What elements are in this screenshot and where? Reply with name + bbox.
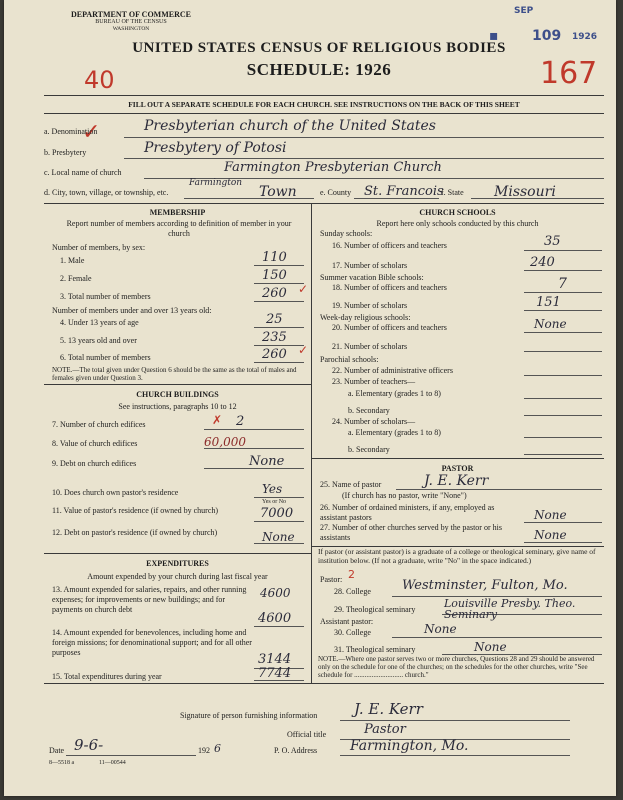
q14-label: 14. Amount expended for benevolences, including home and foreign missions; for denominational support; and for all other purposes bbox=[52, 628, 252, 657]
official-title-value: Pastor bbox=[364, 722, 406, 737]
q25-value: J. E. Kerr bbox=[424, 473, 489, 489]
q30-value: None bbox=[424, 622, 457, 636]
fill-line bbox=[524, 332, 602, 333]
sunday-label: Sunday schools: bbox=[320, 229, 373, 238]
denomination-label: a. Denomination bbox=[44, 127, 98, 136]
fill-line bbox=[524, 250, 602, 251]
q2-label: 2. Female bbox=[60, 274, 92, 283]
q9-label: 9. Debt on church edifices bbox=[52, 459, 137, 468]
red-check-icon: ✓ bbox=[298, 282, 309, 296]
q4-label: 4. Under 13 years of age bbox=[60, 318, 139, 327]
weekday-label: Week-day religious schools: bbox=[320, 313, 411, 322]
q13-label: 13. Amount expended for salaries, repairs, and other running expenses; for improvements or new buildings; and for payments on church debt bbox=[52, 585, 247, 614]
local-name-label: c. Local name of church bbox=[44, 168, 122, 177]
fill-line bbox=[254, 327, 304, 328]
divider bbox=[44, 683, 604, 684]
q16-label: 16. Number of officers and teachers bbox=[332, 241, 447, 250]
q12-value: None bbox=[262, 530, 295, 544]
department-label: DEPARTMENT OF COMMERCE bbox=[70, 10, 191, 19]
q7-value: 2 bbox=[236, 414, 245, 429]
pastor-label: Pastor: bbox=[320, 575, 343, 584]
county-label: e. County bbox=[320, 188, 352, 197]
by-sex-label: Number of members, by sex: bbox=[52, 243, 146, 252]
fill-line bbox=[254, 265, 304, 266]
membership-heading: MEMBERSHIP bbox=[149, 208, 206, 217]
q31-value: None bbox=[474, 640, 507, 654]
fill-line bbox=[254, 283, 304, 284]
divider bbox=[44, 113, 604, 114]
city-town-label: d. City, town, village, or township, etc. bbox=[44, 188, 169, 197]
pastor-heading: PASTOR bbox=[441, 464, 474, 473]
q12-label: 12. Debt on pastor's residence (if owned by church) bbox=[52, 528, 218, 537]
city-label: WASHINGTON bbox=[112, 26, 150, 32]
year-value: 6 bbox=[214, 742, 221, 755]
date-label: Date bbox=[49, 746, 65, 755]
q15-label: 15. Total expenditures during year bbox=[52, 672, 162, 681]
q25-label: 25. Name of pastor bbox=[320, 480, 382, 489]
divider bbox=[44, 203, 604, 204]
year-prefix: 192 bbox=[198, 746, 210, 755]
q6-value: 260 bbox=[262, 347, 287, 362]
q1-label: 1. Male bbox=[60, 256, 85, 265]
membership-note: NOTE.—The total given under Question 6 should be the same as the total of males and females given under Question 3. bbox=[52, 366, 297, 382]
q29-label: 29. Theological seminary bbox=[334, 605, 416, 614]
q5-value: 235 bbox=[262, 330, 287, 345]
q2-value: 150 bbox=[262, 268, 287, 283]
city-town-value: Town bbox=[259, 184, 297, 200]
fill-line bbox=[340, 720, 570, 721]
stamp-month: SEP bbox=[514, 6, 534, 16]
q27-value: None bbox=[534, 528, 567, 542]
fill-line bbox=[254, 301, 304, 302]
summer-label: Summer vacation Bible schools: bbox=[320, 273, 424, 282]
q19-value: 151 bbox=[536, 295, 561, 310]
q29-value: Louisville Presby. Theo. Seminary bbox=[444, 597, 576, 621]
graduate-instruction: If pastor (or assistant pastor) is a graduate of a college or theological seminary, give name of institution below. (If not a graduate, write "No" in the space indicated.) bbox=[318, 547, 596, 565]
red-annotation-2: 2 bbox=[348, 568, 355, 581]
fill-line bbox=[254, 345, 304, 346]
red-check-icon: ✓ bbox=[298, 343, 309, 357]
age-intro-label: Number of members under and over 13 years old: bbox=[52, 306, 212, 315]
expenditures-subheading: Amount expended by your church during last fiscal year bbox=[87, 572, 268, 581]
fill-line bbox=[66, 755, 196, 756]
fill-line bbox=[524, 437, 602, 438]
fill-line bbox=[524, 292, 602, 293]
q7-label: 7. Number of church edifices bbox=[52, 420, 146, 429]
q15-value: 7744 bbox=[258, 666, 292, 681]
q23-label: 23. Number of teachers— bbox=[332, 377, 416, 386]
q27-label: 27. Number of other churches served by the pastor or his assistants bbox=[320, 523, 502, 542]
print-code-2: 11—00544 bbox=[99, 760, 126, 766]
fill-line bbox=[524, 270, 602, 271]
divider bbox=[44, 384, 311, 385]
signature-value: J. E. Kerr bbox=[354, 700, 423, 718]
q3-value: 260 bbox=[262, 286, 287, 301]
stamp-year: 1926 bbox=[572, 32, 598, 42]
q24-label: 24. Number of scholars— bbox=[332, 417, 416, 426]
fill-line bbox=[524, 542, 602, 543]
parochial-label: Parochial schools: bbox=[320, 355, 379, 364]
red-annotation-left: 40 bbox=[84, 66, 115, 94]
q17-label: 17. Number of scholars bbox=[332, 261, 408, 270]
q26-value: None bbox=[534, 508, 567, 522]
stamp-number: 109 bbox=[532, 28, 562, 44]
signature-label: Signature of person furnishing information bbox=[180, 711, 318, 720]
buildings-heading: CHURCH BUILDINGS bbox=[136, 390, 219, 399]
assistant-pastor-label: Assistant pastor: bbox=[320, 617, 374, 626]
presbytery-label: b. Presbytery bbox=[44, 148, 87, 157]
presbytery-value: Presbytery of Potosi bbox=[144, 140, 287, 156]
fill-line bbox=[254, 521, 304, 522]
q21-label: 21. Number of scholars bbox=[332, 342, 408, 351]
q28-label: 28. College bbox=[334, 587, 371, 596]
q31-label: 31. Theological seminary bbox=[334, 645, 416, 654]
official-title-label: Official title bbox=[287, 730, 327, 739]
state-label: f. State bbox=[441, 188, 464, 197]
q8-value: 60,000 bbox=[204, 435, 246, 449]
q23b-label: b. Secondary bbox=[348, 406, 390, 415]
q1-value: 110 bbox=[262, 250, 287, 265]
q28-value: Westminster, Fulton, Mo. bbox=[402, 578, 568, 593]
divider bbox=[311, 458, 604, 459]
fill-line bbox=[254, 497, 304, 498]
q10-label: 10. Does church own pastor's residence bbox=[52, 488, 179, 497]
fill-line bbox=[524, 375, 602, 376]
q30-label: 30. College bbox=[334, 628, 371, 637]
print-code: 8—5518 a bbox=[49, 760, 75, 766]
q4-value: 25 bbox=[266, 312, 283, 327]
q20-value: None bbox=[534, 317, 567, 331]
q25-hint: (If church has no pastor, write "None") bbox=[342, 491, 467, 500]
form-title: UNITED STATES CENSUS OF RELIGIOUS BODIES bbox=[132, 40, 506, 56]
fill-line bbox=[524, 415, 602, 416]
fill-line bbox=[204, 429, 304, 430]
expenditures-heading: EXPENDITURES bbox=[146, 559, 209, 568]
q8-label: 8. Value of church edifices bbox=[52, 439, 138, 448]
q10-value: Yes bbox=[262, 482, 283, 496]
stamp-square-icon: ▪ bbox=[489, 28, 499, 44]
column-divider bbox=[311, 203, 312, 683]
q18-value: 7 bbox=[558, 276, 567, 292]
fill-line bbox=[254, 362, 304, 363]
red-annotation-right: 167 bbox=[540, 56, 598, 91]
q18-label: 18. Number of officers and teachers bbox=[332, 283, 447, 292]
fill-line bbox=[340, 755, 570, 756]
q5-label: 5. 13 years old and over bbox=[60, 336, 137, 345]
q9-value: None bbox=[249, 454, 285, 469]
q3-label: 3. Total number of members bbox=[60, 292, 151, 301]
schedule-title: SCHEDULE: 1926 bbox=[246, 60, 392, 79]
fill-line bbox=[524, 522, 602, 523]
city-town-note: Farmington bbox=[189, 178, 243, 188]
q16-value: 35 bbox=[544, 234, 561, 249]
divider bbox=[44, 553, 311, 554]
fill-line bbox=[124, 158, 604, 159]
date-value: 9-6- bbox=[74, 736, 104, 754]
buildings-subheading: See instructions, paragraphs 10 to 12 bbox=[118, 402, 237, 411]
q26-label: 26. Number of ordained ministers, if any, employed as assistant pastors bbox=[320, 503, 495, 522]
q23a-label: a. Elementary (grades 1 to 8) bbox=[348, 389, 441, 398]
q13-value-a: 4600 bbox=[260, 586, 291, 600]
state-value: Missouri bbox=[494, 184, 556, 200]
q24b-label: b. Secondary bbox=[348, 445, 390, 454]
po-address-label: P. O. Address bbox=[274, 746, 318, 755]
q22-label: 22. Number of administrative officers bbox=[332, 366, 453, 375]
fill-line bbox=[254, 626, 304, 627]
membership-subheading: Report number of members according to definition of member in your church bbox=[66, 219, 292, 238]
instruction-line: FILL OUT A SEPARATE SCHEDULE FOR EACH CHURCH. SEE INSTRUCTIONS ON THE BACK OF THIS SHEET bbox=[128, 100, 520, 109]
divider bbox=[44, 95, 604, 96]
fill-line bbox=[524, 351, 602, 352]
fill-line bbox=[396, 489, 602, 490]
q11-label: 11. Value of pastor's residence (if owned by church) bbox=[52, 506, 219, 515]
q14-value: 3144 bbox=[258, 652, 292, 667]
q6-label: 6. Total number of members bbox=[60, 353, 151, 362]
po-address-value: Farmington, Mo. bbox=[350, 738, 469, 754]
red-check-icon: ✓ bbox=[82, 120, 101, 145]
q20-label: 20. Number of officers and teachers bbox=[332, 323, 447, 332]
pastor-note: NOTE.—Where one pastor serves two or more churches, Questions 28 and 29 should be answered only on the schedule for one of the churches; on the schedules for the other churches, write "See schedule for ............................ church." bbox=[318, 655, 595, 679]
census-schedule-form bbox=[4, 0, 616, 796]
fill-line bbox=[124, 137, 604, 138]
q17-value: 240 bbox=[530, 255, 555, 270]
denomination-value: Presbyterian church of the United States bbox=[144, 118, 436, 134]
red-cross-icon: ✗ bbox=[212, 413, 223, 427]
bureau-label: BUREAU OF THE CENSUS bbox=[95, 19, 167, 25]
fill-line bbox=[524, 310, 602, 311]
fill-line bbox=[524, 398, 602, 399]
schools-subheading: Report here only schools conducted by this church bbox=[376, 219, 539, 228]
q10-hint: Yes or No bbox=[262, 499, 287, 505]
local-name-value: Farmington Presbyterian Church bbox=[224, 160, 442, 175]
fill-line bbox=[524, 454, 602, 455]
fill-line bbox=[392, 637, 602, 638]
q13-value-b: 4600 bbox=[258, 611, 292, 626]
county-value: St. Francois bbox=[364, 184, 444, 199]
schools-heading: CHURCH SCHOOLS bbox=[419, 208, 496, 217]
q11-value: 7000 bbox=[260, 506, 294, 521]
q19-label: 19. Number of scholars bbox=[332, 301, 408, 310]
q24a-label: a. Elementary (grades 1 to 8) bbox=[348, 428, 441, 437]
